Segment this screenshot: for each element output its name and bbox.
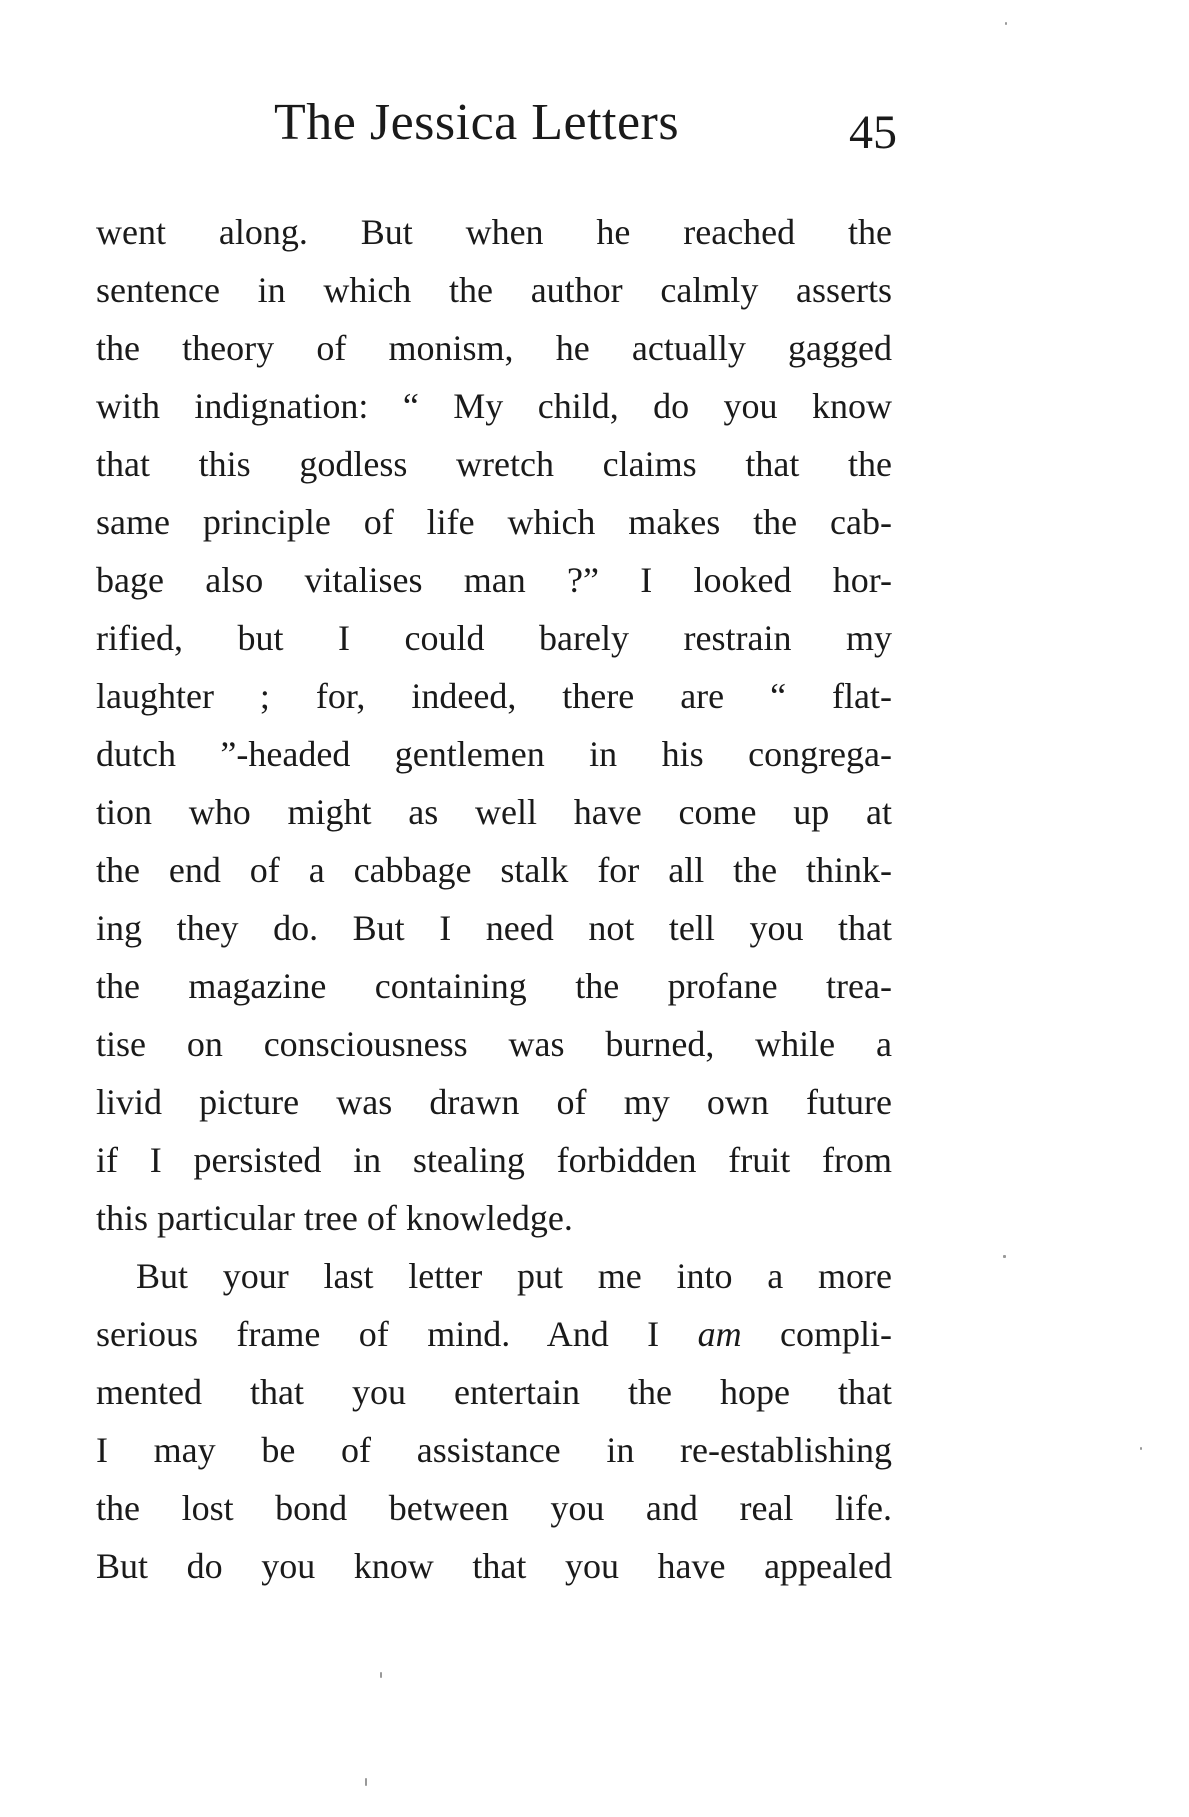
paper-speck [380, 1672, 382, 1678]
paper-speck [1140, 1447, 1142, 1450]
text-line: livid picture was drawn of my own future [96, 1082, 892, 1122]
paper-speck [1005, 22, 1007, 25]
page-number: 45 [849, 106, 897, 159]
text-line: ing they do. But I need not tell you that [96, 908, 892, 948]
running-title: The Jessica Letters [274, 94, 680, 151]
text-line: But do you know that you have appealed [96, 1546, 892, 1586]
text-line: tion who might as well have come up at [96, 792, 892, 832]
text-line: bage also vitalises man ?” I looked hor- [96, 560, 892, 600]
text-line: mented that you entertain the hope that [96, 1372, 892, 1412]
text-line: same principle of life which makes the cab- [96, 502, 892, 542]
text-line: the lost bond between you and real life. [96, 1488, 892, 1528]
text-line: I may be of assistance in re-establishing [96, 1430, 892, 1470]
text-line: tise on consciousness was burned, while a [96, 1024, 892, 1064]
paragraph-2 [96, 1247, 892, 1595]
paragraph-1 [96, 203, 892, 1247]
text-line: rified, but I could barely restrain my [96, 618, 892, 658]
text-line: if I persisted in stealing forbidden fruit from [96, 1140, 892, 1180]
text-line: the end of a cabbage stalk for all the think- [96, 850, 892, 890]
text-line: dutch ”-headed gentlemen in his congrega- [96, 734, 892, 774]
text-line-with-emphasis [96, 1305, 892, 1363]
paper-speck [1003, 1255, 1006, 1258]
text-line: that this godless wretch claims that the [96, 444, 892, 484]
text-line: went along. But when he reached the [96, 212, 892, 252]
text-segment: serious frame of mind. And I [96, 1314, 660, 1354]
running-head [96, 88, 896, 158]
text-line: the magazine containing the profane trea- [96, 966, 892, 1006]
body-text [96, 203, 892, 1595]
text-line: the theory of monism, he actually gagged [96, 328, 892, 368]
text-line: this particular tree of knowledge. [96, 1198, 573, 1238]
text-line: But your last letter put me into a more [136, 1256, 892, 1296]
text-line: laughter ; for, indeed, there are “ flat- [96, 676, 892, 716]
text-line: with indignation: “ My child, do you know [96, 386, 892, 426]
text-line: sentence in which the author calmly asserts [96, 270, 892, 310]
emphasis-am: am [697, 1314, 742, 1354]
paper-speck [365, 1778, 367, 1786]
text-segment: compli- [780, 1314, 893, 1354]
